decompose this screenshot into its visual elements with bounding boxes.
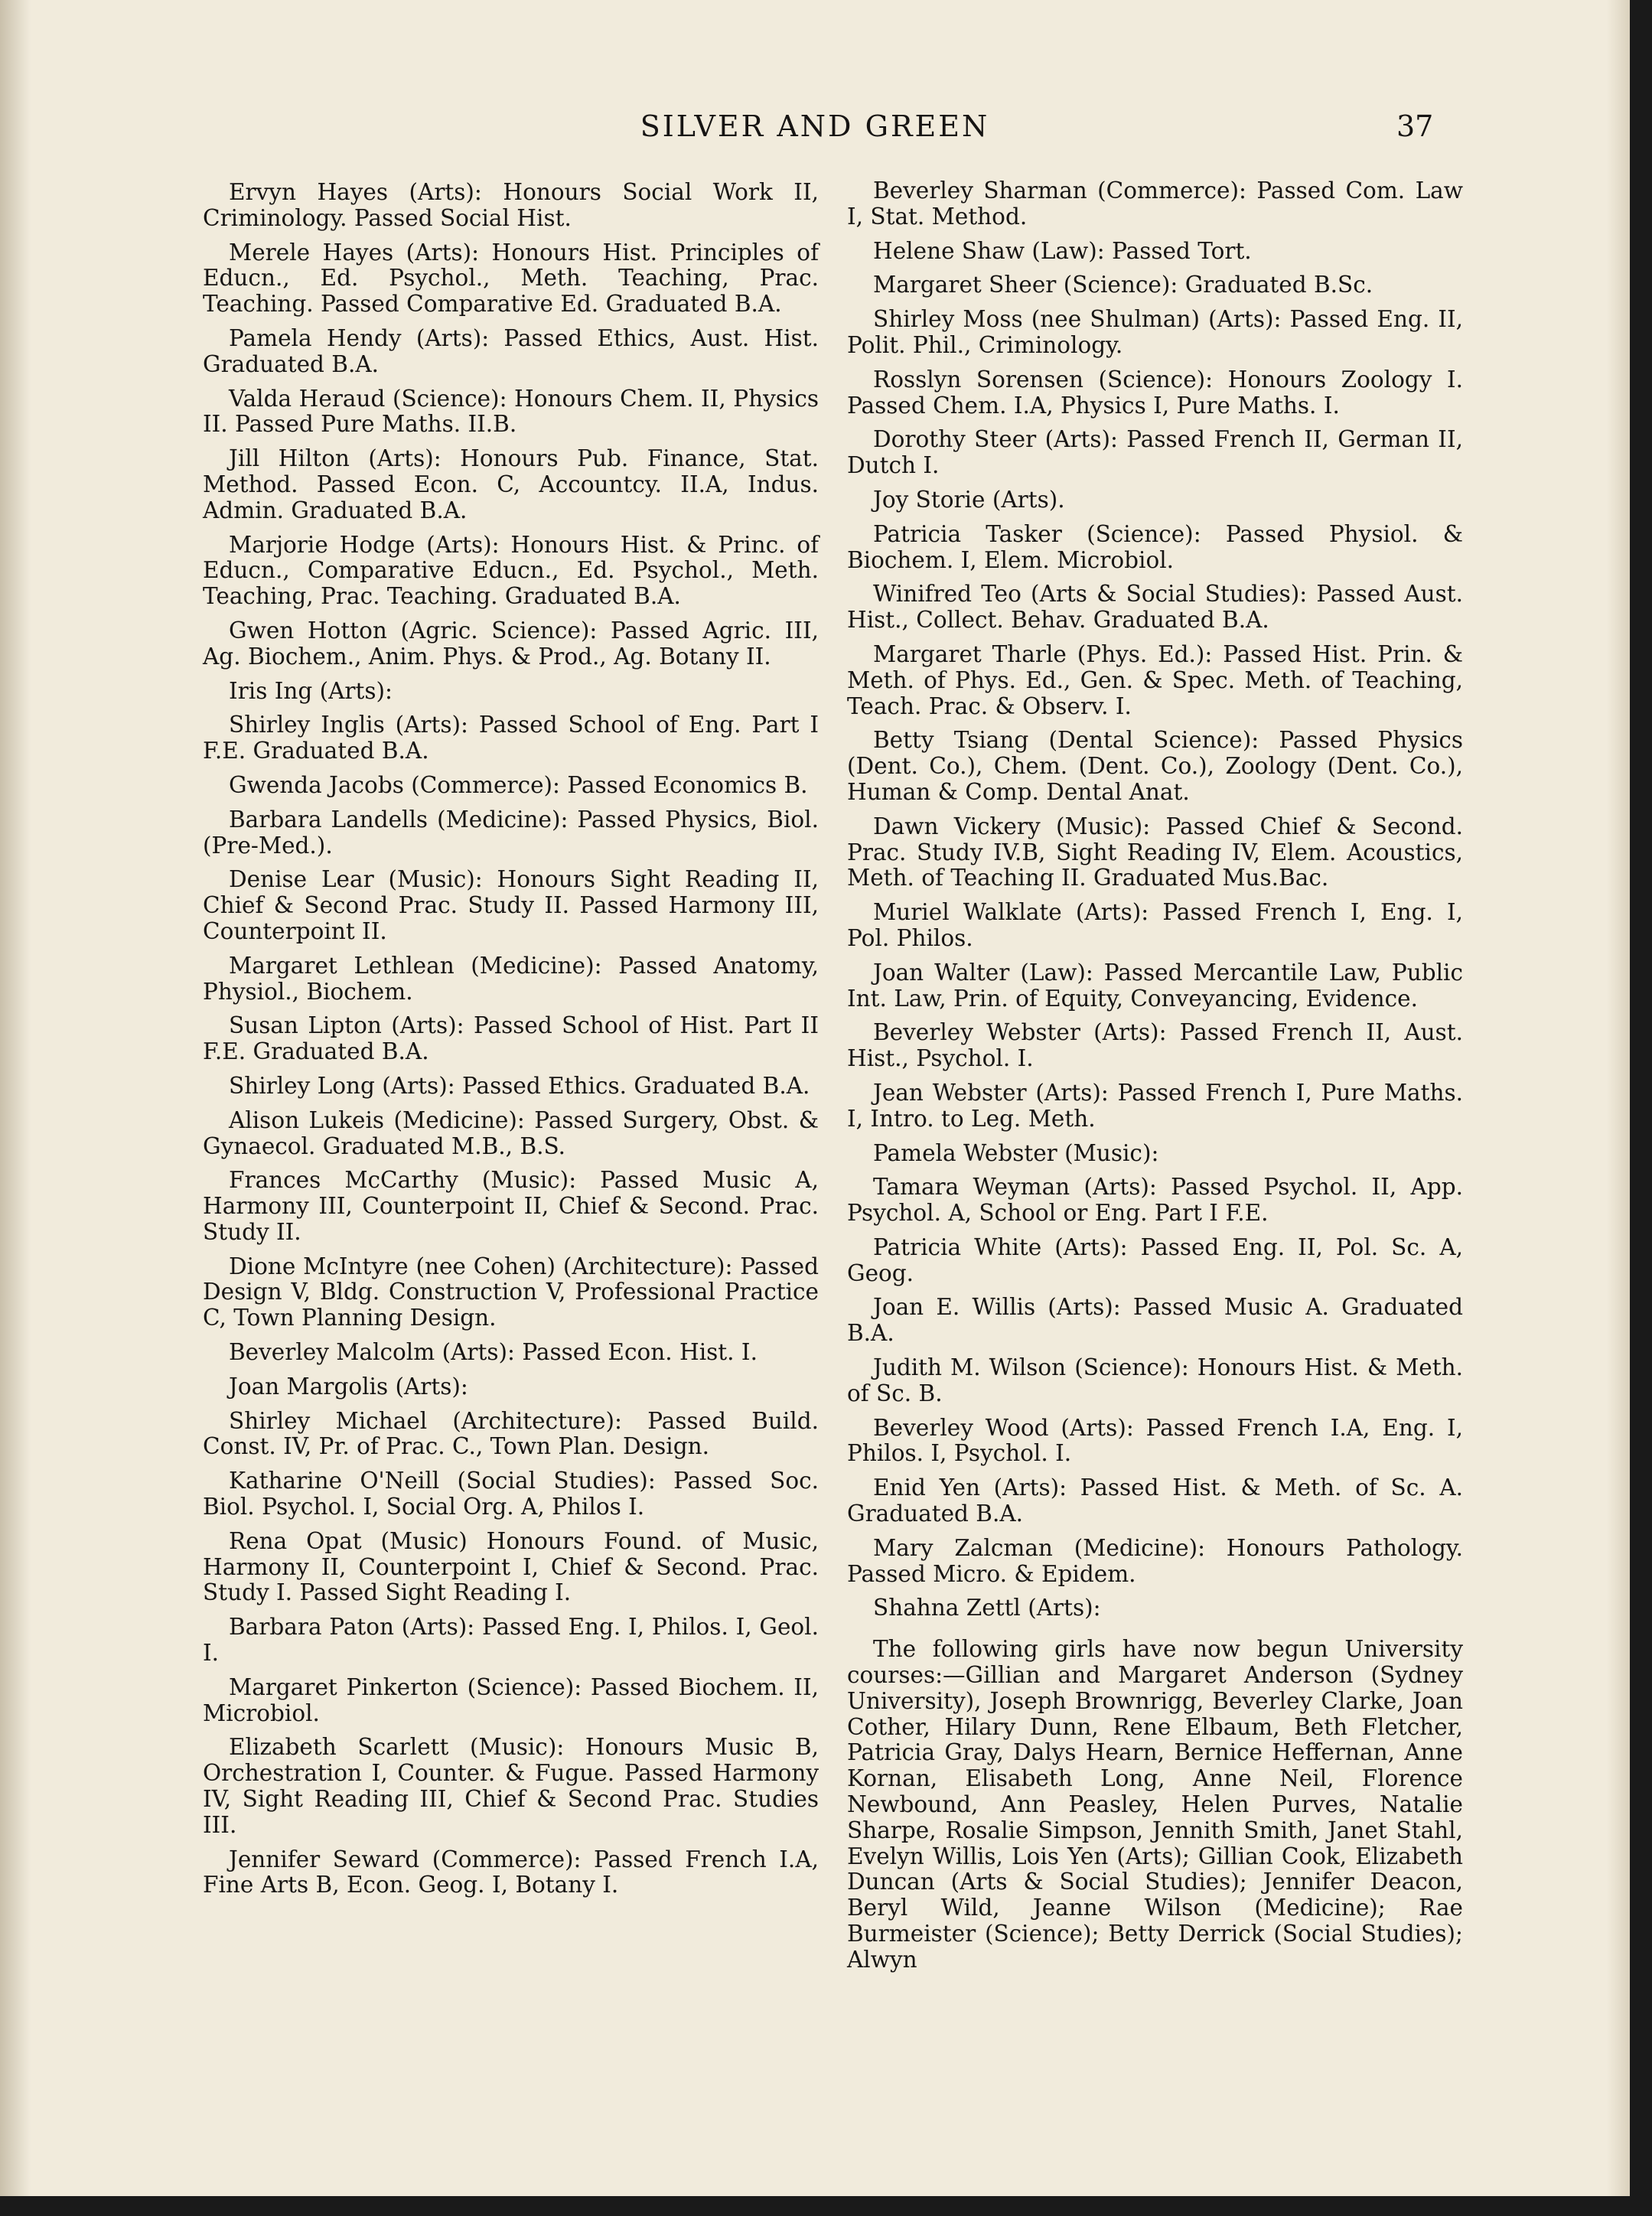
student-entry: Shahna Zettl (Arts): — [873, 1595, 1101, 1621]
student-entry: Shirley Long (Arts): Passed Ethics. Graduated B.A. — [229, 1072, 810, 1099]
student-entry: Pamela Webster (Music): — [873, 1139, 1159, 1166]
student-entry: Dorothy Steer (Arts): Passed French II, German II, Dutch I. — [847, 426, 1463, 479]
student-entry: Margaret Tharle (Phys. Ed.): Passed Hist. Prin. & Meth. of Phys. Ed., Gen. & Spec. Meth. of Teaching, Teach. Prac. & Observ. I. — [847, 640, 1463, 719]
student-entry: Dawn Vickery (Music): Passed Chief & Second. Prac. Study IV.B, Sight Reading IV, Elem. Acoustics, Meth. of Teaching II. Graduated Mus.Bac. — [847, 813, 1463, 891]
student-entry: Beverley Malcolm (Arts): Passed Econ. Hist. I. — [229, 1339, 758, 1366]
closing-note: The following girls have now begun University courses:—Gillian and Margaret Anderson (Sydney University), Joseph Brownrigg, Beverley Clarke, Joan Cother, Hilary Dunn, Rene Elbaum, Beth Fletcher, Patricia Gray, Dalys Hearn, Bernice Heffernan, Anne Kornan, Elisabeth Long, Anne Neil, Florence Newbound, Ann Peasley, Helen Purves, Natalie Sharpe, Rosalie Simpson, Jennith Smith, Janet Stahl, Evelyn Willis, Lois Yen (Arts); Gillian Cook, Elizabeth Duncan (Arts & Social Studies); Jennifer Deacon, Beryl Wild, Jeanne Wilson (Medicine); Rae Burmeister (Science); Betty Derrick (Social Studies); Alwyn — [847, 1636, 1463, 1973]
student-entry: Margaret Sheer (Science): Graduated B.Sc. — [873, 272, 1373, 298]
student-entry: Tamara Weyman (Arts): Passed Psychol. II, App. Psychol. A, School or Eng. Part I F.E. — [847, 1174, 1463, 1227]
student-entry: Barbara Paton (Arts): Passed Eng. I, Philos. I, Geol. I. — [203, 1614, 819, 1667]
student-entry: Beverley Sharman (Commerce): Passed Com. Law I, Stat. Method. — [847, 178, 1463, 230]
student-entry: Winifred Teo (Arts & Social Studies): Passed Aust. Hist., Collect. Behav. Graduated B.A. — [847, 581, 1463, 634]
student-entry: Iris Ing (Arts): — [229, 677, 393, 704]
student-entry: Jean Webster (Arts): Passed French I, Pure Maths. I, Intro. to Leg. Meth. — [847, 1079, 1463, 1132]
student-entry: Joan E. Willis (Arts): Passed Music A. Graduated B.A. — [847, 1294, 1463, 1347]
student-entry: Alison Lukeis (Medicine): Passed Surgery, Obst. & Gynaecol. Graduated M.B., B.S. — [203, 1106, 819, 1159]
student-entry: Patricia Tasker (Science): Passed Physiol. & Biochem. I, Elem. Microbiol. — [847, 520, 1463, 573]
student-entry: Gwen Hotton (Agric. Science): Passed Agric. III, Ag. Biochem., Anim. Phys. & Prod., Ag. Botany II. — [203, 617, 819, 670]
student-entry: Joy Storie (Arts). — [873, 486, 1065, 513]
student-entry: Enid Yen (Arts): Passed Hist. & Meth. of Sc. A. Graduated B.A. — [847, 1475, 1463, 1527]
student-entry: Beverley Wood (Arts): Passed French I.A, Eng. I, Philos. I, Psychol. I. — [847, 1414, 1463, 1467]
student-entry: Margaret Lethlean (Medicine): Passed Anatomy, Physiol., Biochem. — [203, 952, 819, 1005]
student-entry: Marjorie Hodge (Arts): Honours Hist. & Princ. of Educn., Comparative Educn., Ed. Psychol., Meth. Teaching, Prac. Teaching. Graduated B.A. — [203, 531, 819, 610]
student-entry: Rosslyn Sorensen (Science): Honours Zoology I. Passed Chem. I.A, Physics I, Pure Maths. I. — [847, 366, 1463, 419]
student-entry: Jill Hilton (Arts): Honours Pub. Finance, Stat. Method. Passed Econ. C, Accountcy. II.A, Indus. Admin. Graduated B.A. — [203, 445, 819, 523]
student-entry: Shirley Inglis (Arts): Passed School of Eng. Part I F.E. Graduated B.A. — [203, 712, 819, 764]
student-entry: Ervyn Hayes (Arts): Honours Social Work II, Criminology. Passed Social Hist. — [203, 179, 819, 231]
student-entry: Dione McIntyre (nee Cohen) (Architecture): Passed Design V, Bldg. Construction V, Professional Practice C, Town Planning Design. — [203, 1253, 819, 1331]
student-entry: Susan Lipton (Arts): Passed School of Hist. Part II F.E. Graduated B.A. — [203, 1012, 819, 1065]
student-entry: Joan Walter (Law): Passed Mercantile Law, Public Int. Law, Prin. of Equity, Conveyancing, Evidence. — [847, 959, 1463, 1012]
page-edge-shadow — [1607, 0, 1630, 2196]
student-entry: Beverley Webster (Arts): Passed French II, Aust. Hist., Psychol. I. — [847, 1019, 1463, 1072]
running-title: SILVER AND GREEN — [640, 109, 990, 143]
student-entry: Shirley Moss (nee Shulman) (Arts): Passed Eng. II, Polit. Phil., Criminology. — [847, 306, 1463, 358]
page-number: 37 — [1396, 109, 1434, 143]
student-entry: Elizabeth Scarlett (Music): Honours Music B, Orchestration I, Counter. & Fugue. Passed Harmony IV, Sight Reading III, Chief & Second Prac. Studies III. — [203, 1734, 819, 1838]
student-entry: Gwenda Jacobs (Commerce): Passed Economics B. — [229, 771, 808, 798]
student-entry: Judith M. Wilson (Science): Honours Hist. & Meth. of Sc. B. — [847, 1354, 1463, 1406]
student-entry: Jennifer Seward (Commerce): Passed French I.A, Fine Arts B, Econ. Geog. I, Botany I. — [203, 1846, 819, 1898]
student-entry: Rena Opat (Music) Honours Found. of Music, Harmony II, Counterpoint I, Chief & Second. Prac. Study I. Passed Sight Reading I. — [203, 1527, 819, 1606]
student-entry: Mary Zalcman (Medicine): Honours Pathology. Passed Micro. & Epidem. — [847, 1534, 1463, 1587]
student-entry: Shirley Michael (Architecture): Passed Build. Const. IV, Pr. of Prac. C., Town Plan. Design. — [203, 1407, 819, 1460]
student-entry: Merele Hayes (Arts): Honours Hist. Principles of Educn., Ed. Psychol., Meth. Teaching, Prac. Teaching. Passed Comparative Ed. Graduated B.A. — [203, 239, 819, 318]
student-entry: Barbara Landells (Medicine): Passed Physics, Biol. (Pre-Med.). — [203, 806, 819, 859]
page-gutter-shadow — [0, 0, 31, 2196]
running-header — [0, 109, 1630, 148]
student-entry: Betty Tsiang (Dental Science): Passed Physics (Dent. Co.), Chem. (Dent. Co.), Zoology (Dent. Co.), Human & Comp. Dental Anat. — [847, 727, 1463, 805]
student-entry: Katharine O'Neill (Social Studies): Passed Soc. Biol. Psychol. I, Social Org. A, Philos I. — [203, 1468, 819, 1520]
student-entry: Muriel Walklate (Arts): Passed French I, Eng. I, Pol. Philos. — [847, 899, 1463, 951]
student-entry: Patricia White (Arts): Passed Eng. II, Pol. Sc. A, Geog. — [847, 1233, 1463, 1286]
student-entry: Denise Lear (Music): Honours Sight Reading II, Chief & Second Prac. Study II. Passed Harmony III, Counterpoint II. — [203, 866, 819, 944]
student-entry: Frances McCarthy (Music): Passed Music A, Harmony III, Counterpoint II, Chief & Second. Prac. Study II. — [203, 1167, 819, 1245]
student-entry: Pamela Hendy (Arts): Passed Ethics, Aust. Hist. Graduated B.A. — [203, 324, 819, 377]
right-column — [847, 178, 1463, 1973]
right-column-entries — [847, 178, 1463, 1621]
student-entry: Joan Margolis (Arts): — [229, 1373, 468, 1400]
student-entry: Margaret Pinkerton (Science): Passed Biochem. II, Microbiol. — [203, 1673, 819, 1726]
student-entry: Helene Shaw (Law): Passed Tort. — [873, 237, 1252, 264]
left-column — [203, 180, 819, 1907]
student-entry: Valda Heraud (Science): Honours Chem. II, Physics II. Passed Pure Maths. II.B. — [203, 385, 819, 438]
